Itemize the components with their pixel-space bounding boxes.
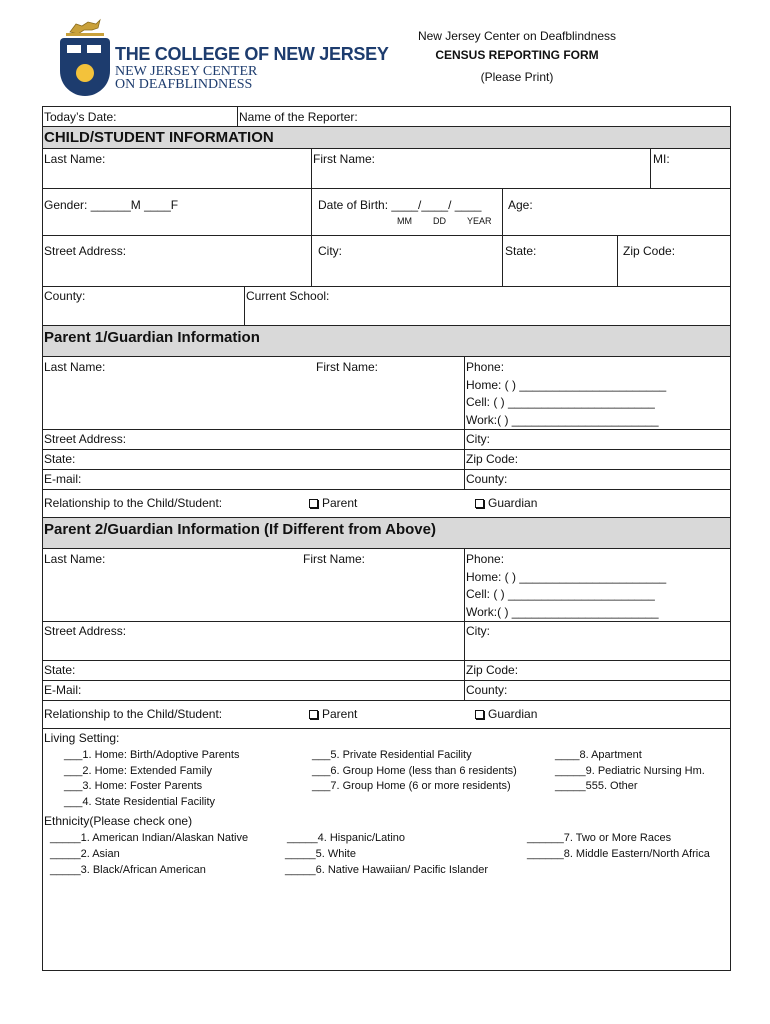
book-icon — [86, 44, 102, 54]
p2-first-name-label: First Name: — [303, 552, 366, 566]
child-street-field[interactable] — [43, 236, 311, 286]
living-option[interactable]: ___1. Home: Birth/Adoptive Parents — [64, 749, 240, 761]
logo-subtitle-2: ON DEAFBLINDNESS — [115, 77, 253, 92]
p2-state-field[interactable] — [43, 661, 464, 680]
p1-last-name-label: Last Name: — [44, 360, 106, 374]
p2-zip-field[interactable] — [465, 661, 730, 680]
parent2-section-heading: Parent 2/Guardian Information (If Different from Above) — [44, 521, 436, 538]
p1-county-label: County: — [466, 472, 508, 486]
child-city-label: City: — [318, 244, 342, 258]
logo-title: THE COLLEGE OF NEW JERSEY — [115, 44, 389, 64]
p2-guardian-checkbox[interactable] — [475, 707, 537, 721]
dob-year-hint: YEAR — [467, 216, 492, 226]
p2-parent-option: Parent — [322, 707, 358, 721]
print-instruction: (Please Print) — [480, 70, 554, 84]
p2-first-name-field[interactable] — [301, 549, 464, 621]
p2-last-name-label: Last Name: — [44, 552, 106, 566]
p2-cell-phone[interactable]: Cell: ( ) ______________________ — [466, 587, 655, 601]
p2-zip-label: Zip Code: — [466, 663, 519, 677]
child-street-label: Street Address: — [44, 244, 127, 258]
logo-subtitle-1: NEW JERSEY CENTER — [115, 64, 258, 79]
child-age-field[interactable] — [503, 189, 730, 235]
child-dob-field[interactable] — [312, 189, 502, 235]
parent1-section-heading: Parent 1/Guardian Information — [44, 329, 260, 346]
ethnicity-option[interactable]: _____3. Black/African American — [50, 864, 206, 876]
living-option[interactable]: ___7. Group Home (6 or more residents) — [312, 780, 511, 792]
p1-home-phone[interactable]: Home: ( ) ______________________ — [466, 378, 667, 392]
p1-cell-phone[interactable]: Cell: ( ) ______________________ — [466, 395, 655, 409]
p2-street-field[interactable] — [43, 622, 464, 660]
checkbox-icon — [475, 499, 484, 508]
p1-parent-checkbox[interactable] — [309, 496, 357, 510]
child-last-name-label: Last Name: — [44, 152, 106, 166]
todays-date-field[interactable] — [43, 107, 236, 126]
p1-street-field[interactable] — [43, 430, 464, 449]
reporter-name-field[interactable] — [238, 107, 730, 126]
p2-guardian-option: Guardian — [488, 707, 538, 721]
p1-guardian-option: Guardian — [488, 496, 538, 510]
lion-crest-icon — [66, 16, 104, 36]
child-county-field[interactable] — [43, 287, 244, 325]
p2-email-field[interactable] — [43, 681, 464, 700]
checkbox-icon — [309, 710, 318, 719]
checkbox-icon — [475, 710, 484, 719]
dob-mm-hint: MM — [397, 216, 412, 226]
ethnicity-option[interactable]: ______8. Middle Eastern/North Africa — [527, 848, 710, 860]
child-first-name-field[interactable] — [312, 149, 650, 188]
p1-first-name-field[interactable] — [313, 357, 464, 429]
book-icon — [66, 44, 82, 54]
child-dob-label: Date of Birth: ____/____/ ____ — [318, 198, 482, 212]
child-last-name-field[interactable] — [43, 149, 311, 188]
child-gender-label: Gender: ______M ____F — [44, 198, 179, 212]
child-zip-label: Zip Code: — [623, 244, 676, 258]
p1-last-name-field[interactable] — [43, 357, 313, 429]
p1-state-field[interactable] — [43, 450, 464, 469]
child-age-label: Age: — [508, 198, 533, 212]
child-county-label: County: — [44, 289, 86, 303]
living-option[interactable]: _____9. Pediatric Nursing Hm. — [555, 765, 705, 777]
living-option[interactable]: ___5. Private Residential Facility — [312, 749, 472, 761]
child-section-heading: CHILD/STUDENT INFORMATION — [44, 129, 274, 146]
p1-work-phone[interactable]: Work:( ) ______________________ — [466, 413, 659, 427]
org-name: New Jersey Center on Deafblindness — [417, 29, 617, 43]
ethnicity-option[interactable]: _____4. Hispanic/Latino — [287, 832, 406, 844]
ethnicity-option[interactable]: ______7. Two or More Races — [527, 832, 672, 844]
p2-home-phone[interactable]: Home: ( ) ______________________ — [466, 570, 667, 584]
p2-relationship-label: Relationship to the Child/Student: — [44, 707, 223, 721]
child-first-name-label: First Name: — [313, 152, 376, 166]
p2-city-field[interactable] — [465, 622, 730, 660]
p1-guardian-checkbox[interactable] — [475, 496, 537, 510]
living-option[interactable]: ____8. Apartment — [555, 749, 642, 761]
child-zip-field[interactable] — [618, 236, 730, 286]
child-city-field[interactable] — [312, 236, 502, 286]
ethnicity-option[interactable]: _____6. Native Hawaiian/ Pacific Islander — [285, 864, 489, 876]
p1-county-field[interactable] — [465, 470, 730, 489]
p1-city-field[interactable] — [465, 430, 730, 449]
p1-email-label: E-mail: — [44, 472, 82, 486]
living-option[interactable]: ___2. Home: Extended Family — [64, 765, 212, 777]
living-option[interactable]: ___4. State Residential Facility — [64, 796, 216, 808]
p2-street-label: Street Address: — [44, 624, 127, 638]
p2-state-label: State: — [44, 663, 76, 677]
p1-street-label: Street Address: — [44, 432, 127, 446]
p1-phone-label: Phone: — [466, 360, 505, 374]
reporter-name-label: Name of the Reporter: — [239, 110, 358, 124]
living-option[interactable]: _____555. Other — [555, 780, 638, 792]
p1-zip-field[interactable] — [465, 450, 730, 469]
p1-city-label: City: — [466, 432, 490, 446]
ethnicity-option[interactable]: _____1. American Indian/Alaskan Native — [50, 832, 249, 844]
child-gender-field[interactable] — [43, 189, 311, 235]
p2-county-field[interactable] — [465, 681, 730, 700]
p1-relationship-label: Relationship to the Child/Student: — [44, 496, 223, 510]
p2-county-label: County: — [466, 683, 508, 697]
child-state-field[interactable] — [503, 236, 617, 286]
ethnicity-heading: Ethnicity(Please check one) — [44, 814, 193, 828]
child-school-label: Current School: — [246, 289, 330, 303]
p2-phone-label: Phone: — [466, 552, 505, 566]
living-option[interactable]: ___3. Home: Foster Parents — [64, 780, 203, 792]
p2-last-name-field[interactable] — [43, 549, 301, 621]
living-option[interactable]: ___6. Group Home (less than 6 residents) — [312, 765, 517, 777]
p2-email-label: E-Mail: — [44, 683, 82, 697]
p1-first-name-label: First Name: — [316, 360, 379, 374]
checkbox-icon — [309, 499, 318, 508]
p1-email-field[interactable] — [43, 470, 464, 489]
p1-zip-label: Zip Code: — [466, 452, 519, 466]
p2-work-phone[interactable]: Work:( ) ______________________ — [466, 605, 659, 619]
living-setting-heading: Living Setting: — [44, 731, 120, 745]
child-mi-field[interactable] — [651, 149, 730, 188]
sun-icon — [76, 64, 94, 82]
dob-dd-hint: DD — [433, 216, 446, 226]
ethnicity-option[interactable]: _____2. Asian — [50, 848, 120, 860]
p2-parent-checkbox[interactable] — [309, 707, 357, 721]
p2-city-label: City: — [466, 624, 490, 638]
child-school-field[interactable] — [245, 287, 730, 325]
child-state-label: State: — [505, 244, 537, 258]
form-title: CENSUS REPORTING FORM — [435, 48, 599, 62]
ethnicity-option[interactable]: _____5. White — [285, 848, 356, 860]
p1-state-label: State: — [44, 452, 76, 466]
todays-date-label: Today’s Date: — [44, 110, 117, 124]
child-mi-label: MI: — [653, 152, 670, 166]
p1-parent-option: Parent — [322, 496, 358, 510]
